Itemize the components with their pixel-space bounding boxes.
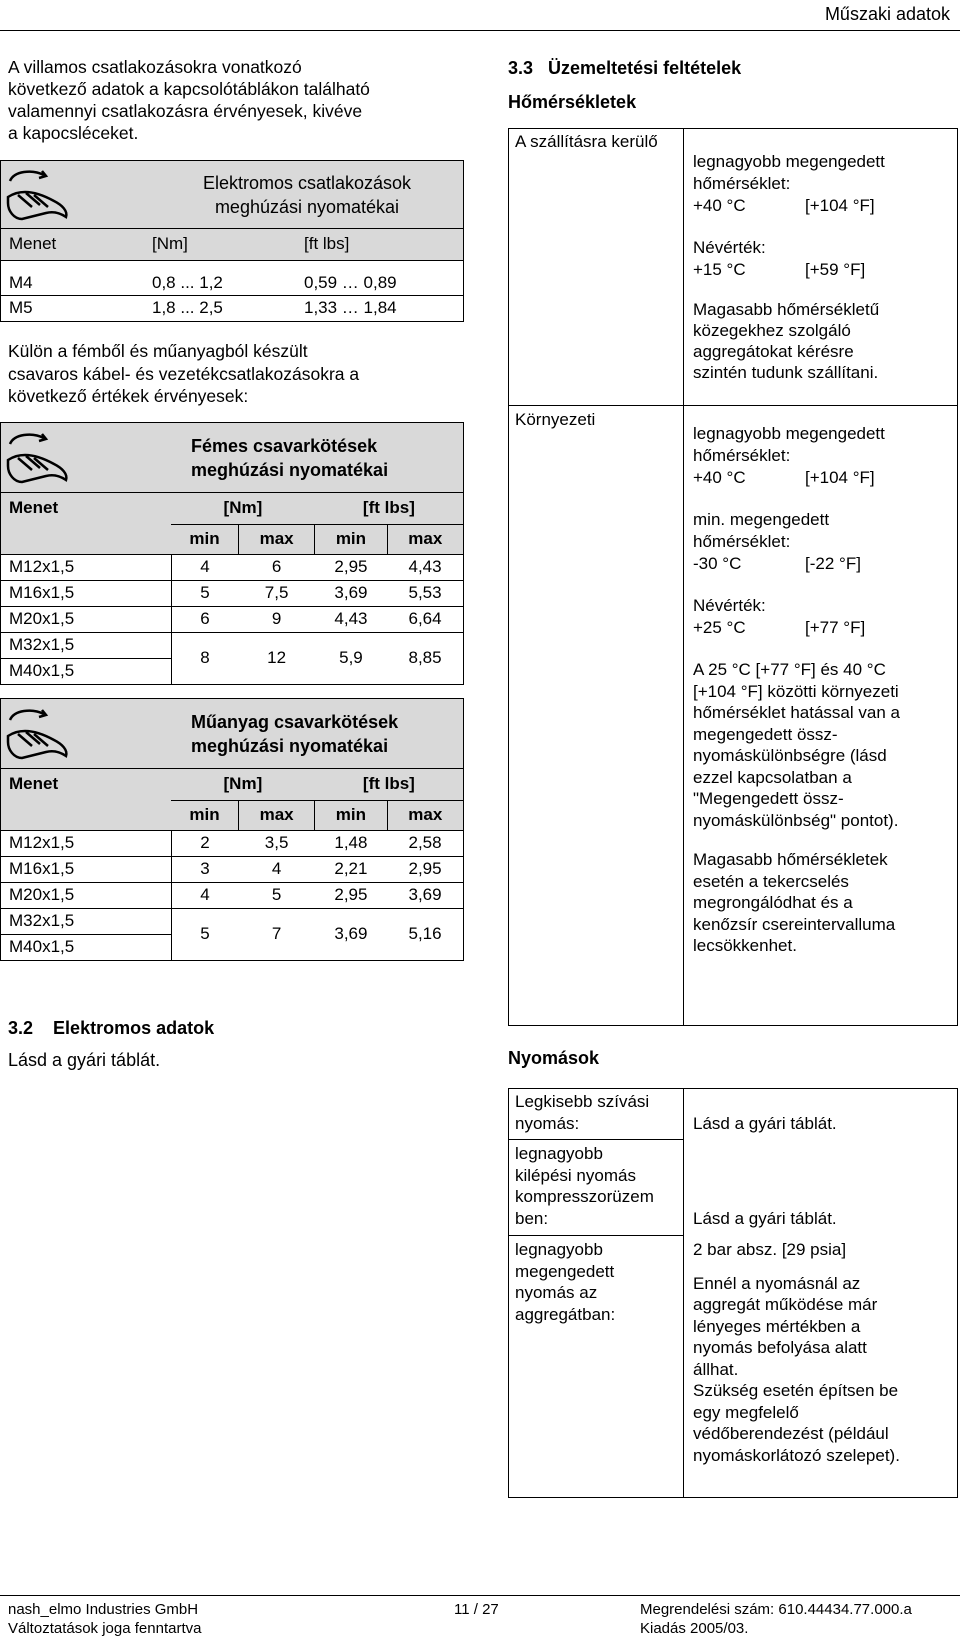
label-line: aggregátban: bbox=[515, 1304, 616, 1324]
note-line: A 25 °C [+77 °F] és 40 °C bbox=[693, 660, 886, 679]
temp-c: +40 °C bbox=[693, 196, 746, 215]
elec-head-nm: [Nm] bbox=[152, 234, 188, 254]
cell: 1,48 bbox=[315, 831, 387, 857]
cell: 4,43 bbox=[387, 555, 463, 581]
metal-sub-max: max bbox=[238, 525, 314, 555]
intro-text bbox=[8, 56, 463, 144]
cell: 9 bbox=[238, 606, 314, 632]
wrench-cell bbox=[1, 699, 172, 769]
note-line: megrongálódhat és a bbox=[693, 893, 853, 912]
plastic-table-title bbox=[171, 699, 464, 769]
cell: M32x1,5 bbox=[1, 632, 172, 658]
table-row bbox=[1, 555, 464, 581]
label-line: legnagyobb bbox=[515, 1144, 603, 1163]
winding-note bbox=[693, 849, 953, 957]
row-divider bbox=[509, 405, 957, 406]
max-temp-label: hőmérséklet: bbox=[693, 446, 791, 465]
temperatures-heading: Hőmérsékletek bbox=[508, 92, 637, 113]
cell: 3 bbox=[171, 856, 238, 882]
cell: 2,95 bbox=[315, 882, 387, 908]
label-line: kompresszorüzem bbox=[515, 1187, 654, 1206]
table-row bbox=[1, 580, 464, 606]
temp-c: +15 °C bbox=[693, 260, 746, 279]
cell: 6 bbox=[238, 555, 314, 581]
wrench-cell bbox=[1, 161, 152, 229]
rights-note: Változtatások joga fenntartva bbox=[8, 1619, 202, 1637]
cell: 7,5 bbox=[238, 580, 314, 606]
note-line: esetén a tekercselés bbox=[693, 871, 849, 891]
table-row bbox=[1, 908, 464, 934]
note-line: közegekhez szolgáló bbox=[693, 321, 851, 340]
cell: 5,53 bbox=[387, 580, 463, 606]
cell: M32x1,5 bbox=[1, 908, 172, 934]
note-line: állhat. bbox=[693, 1359, 739, 1379]
cell: 7 bbox=[238, 908, 314, 960]
cell: 12 bbox=[238, 632, 314, 684]
cell: 4,43 bbox=[315, 606, 387, 632]
electrical-torque-table bbox=[0, 160, 464, 322]
table-row bbox=[1, 882, 464, 908]
plastic-sub-min: min bbox=[315, 801, 387, 831]
max-pressure-value bbox=[693, 1239, 953, 1466]
label-line: nyomás: bbox=[515, 1113, 580, 1133]
min-suction-value: Lásd a gyári táblát. bbox=[693, 1114, 837, 1133]
mid-text bbox=[8, 340, 359, 408]
min-temp-label: hőmérséklet: bbox=[693, 532, 791, 551]
label-line: megengedett bbox=[515, 1261, 615, 1281]
section-title: Üzemeltetési feltételek bbox=[548, 58, 742, 78]
elec-head-menet: Menet bbox=[1, 229, 152, 261]
env-max-value bbox=[693, 467, 953, 489]
cell: 4 bbox=[171, 882, 238, 908]
cell: 3,69 bbox=[315, 908, 387, 960]
company-name: nash_elmo Industries GmbH bbox=[8, 1601, 199, 1618]
cell: 6,64 bbox=[387, 606, 463, 632]
max-pressure-label bbox=[515, 1239, 615, 1325]
note-line: kenőzsír csereintervalluma bbox=[693, 914, 896, 934]
metal-table-grid bbox=[0, 422, 464, 685]
cell: M16x1,5 bbox=[1, 856, 172, 882]
temp-c: -30 °C bbox=[693, 554, 742, 573]
cell: 0,59 … 0,89 bbox=[303, 271, 464, 296]
metal-title-line: Fémes csavarkötések bbox=[191, 435, 378, 456]
pressures-heading: Nyomások bbox=[508, 1048, 600, 1068]
metal-table-title bbox=[171, 423, 464, 493]
section-title: Elektromos adatok bbox=[53, 1018, 215, 1038]
note-line: hőmérséklet hatással van a bbox=[693, 703, 900, 722]
note-line: lecsökkenhet. bbox=[693, 936, 797, 955]
section-number: 3.3 bbox=[508, 58, 534, 78]
section-number: 3.2 bbox=[8, 1018, 34, 1038]
note-line: aggregát működése már bbox=[693, 1295, 878, 1314]
max-temp-label: legnagyobb megengedett bbox=[693, 152, 885, 171]
cell: 3,69 bbox=[387, 882, 463, 908]
elec-title-line: meghúzási nyomatékai bbox=[214, 196, 400, 217]
plastic-torque-table bbox=[0, 698, 464, 961]
note-line: ezzel kapcsolatban a bbox=[693, 767, 852, 787]
note-line: megengedett össz- bbox=[693, 724, 838, 744]
label-line: ben: bbox=[515, 1208, 549, 1228]
note-line: nyomáskorlátozó szelepet). bbox=[693, 1445, 900, 1465]
cell: 5,16 bbox=[387, 908, 463, 960]
intro-line: következő adatok a kapcsolótáblákon található bbox=[8, 79, 370, 99]
max-outlet-label bbox=[515, 1143, 654, 1229]
label-line: kilépési nyomás bbox=[515, 1165, 636, 1185]
cell: 6 bbox=[171, 606, 238, 632]
cell: 2,58 bbox=[387, 831, 463, 857]
max-temp-label: legnagyobb megengedett bbox=[693, 424, 885, 443]
plastic-table-grid bbox=[0, 698, 464, 961]
metal-sub-min: min bbox=[315, 525, 387, 555]
cell: M20x1,5 bbox=[1, 882, 172, 908]
page-header-title: Műszaki adatok bbox=[824, 4, 950, 24]
cell: 0,8 ... 1,2 bbox=[152, 272, 223, 292]
section-3-2-heading bbox=[8, 1016, 214, 1040]
max-outlet-value: Lásd a gyári táblát. bbox=[693, 1209, 837, 1228]
note-line: Szükség esetén építsen be bbox=[693, 1381, 899, 1400]
environment-label: Környezeti bbox=[515, 410, 596, 429]
left-column bbox=[8, 56, 463, 1071]
metal-head-nm: [Nm] bbox=[223, 498, 263, 518]
col-divider bbox=[683, 1089, 684, 1497]
note-line: aggregátokat kérésre bbox=[693, 342, 854, 361]
cell: 5 bbox=[238, 882, 314, 908]
col-divider bbox=[683, 129, 684, 1025]
note-line: [+104 °F] közötti környezeti bbox=[693, 681, 899, 701]
transport-label: A szállításra kerülő bbox=[515, 132, 658, 151]
nominal-label: Névérték: bbox=[693, 238, 766, 257]
section-3-2 bbox=[8, 1016, 214, 1073]
pressure-note bbox=[693, 1273, 953, 1467]
note-line: védőberendezést (például bbox=[693, 1424, 889, 1443]
temp-f: [+59 °F] bbox=[805, 260, 866, 279]
footer-left bbox=[8, 1601, 201, 1639]
page-number: 11 / 27 bbox=[454, 1601, 499, 1618]
note-line: szintén tudunk szállítani. bbox=[693, 363, 879, 382]
mid-line: következő értékek érvényesek: bbox=[8, 386, 249, 406]
cell: M16x1,5 bbox=[1, 580, 172, 606]
metal-torque-table bbox=[0, 422, 464, 685]
table-row bbox=[1, 271, 464, 296]
cell: M12x1,5 bbox=[1, 555, 172, 581]
right-column bbox=[508, 56, 952, 1465]
table-row bbox=[1, 632, 464, 658]
cell: 8,85 bbox=[387, 632, 463, 684]
nominal-value bbox=[693, 259, 953, 281]
header-rule bbox=[0, 30, 960, 31]
cell: M12x1,5 bbox=[1, 831, 172, 857]
wrench-cell bbox=[1, 423, 172, 493]
section-3-2-text: Lásd a gyári táblát. bbox=[8, 1050, 161, 1071]
plastic-head-menet: Menet bbox=[1, 769, 172, 801]
elec-title-line: Elektromos csatlakozások bbox=[202, 172, 412, 193]
cell: 2 bbox=[171, 831, 238, 857]
note-line: egy megfelelő bbox=[693, 1402, 799, 1422]
pressure-value: 2 bar absz. [29 psia] bbox=[693, 1240, 847, 1259]
cell: M40x1,5 bbox=[1, 934, 172, 960]
note-line: nyomáskülönbség" pontot). bbox=[693, 810, 899, 830]
elec-head-ftlbs: [ft lbs] bbox=[303, 229, 464, 261]
elec-table-title bbox=[151, 161, 464, 229]
plastic-sub-max: max bbox=[387, 801, 463, 831]
temp-f: [+104 °F] bbox=[805, 468, 875, 487]
cell: M5 bbox=[1, 296, 152, 322]
temp-f: [+77 °F] bbox=[805, 618, 866, 637]
cell: 5 bbox=[171, 580, 238, 606]
table-row bbox=[1, 856, 464, 882]
cell: 2,21 bbox=[315, 856, 387, 882]
cell: 4 bbox=[238, 856, 314, 882]
wrench-icon bbox=[2, 706, 74, 762]
plastic-head-nm: [Nm] bbox=[223, 774, 263, 794]
min-temp-label: min. megengedett bbox=[693, 510, 830, 529]
row-divider bbox=[509, 1139, 683, 1140]
edition: Kiadás 2005/03. bbox=[640, 1619, 749, 1637]
cell: 1,8 ... 2,5 bbox=[151, 296, 303, 322]
order-number: Megrendelési szám: 610.44434.77.000.a bbox=[640, 1601, 912, 1618]
plastic-title-line: Műanyag csavarkötések bbox=[191, 711, 399, 732]
table-row bbox=[1, 296, 464, 322]
transport-values bbox=[693, 151, 953, 383]
label-line: nyomás az bbox=[515, 1283, 598, 1302]
cell: 3,69 bbox=[315, 580, 387, 606]
max-temp-label: hőmérséklet: bbox=[693, 174, 791, 193]
note-line: nyomás befolyása alatt bbox=[693, 1338, 867, 1357]
intro-line: A villamos csatlakozásokra vonatkozó bbox=[8, 57, 302, 77]
metal-sub-min: min bbox=[171, 525, 238, 555]
cell: 5,9 bbox=[315, 632, 387, 684]
cell: 1,33 … 1,84 bbox=[303, 296, 464, 322]
row-divider bbox=[509, 1235, 683, 1236]
metal-head-menet: Menet bbox=[1, 493, 172, 525]
cell: M20x1,5 bbox=[1, 606, 172, 632]
note-line: Magasabb hőmérsékletű bbox=[693, 300, 880, 319]
plastic-head-ftlbs: [ft lbs] bbox=[315, 769, 464, 801]
table-row bbox=[1, 606, 464, 632]
cell: M4 bbox=[1, 271, 152, 296]
plastic-title-line: meghúzási nyomatékai bbox=[191, 735, 389, 756]
mid-line: Külön a fémből és műanyagból készült bbox=[8, 341, 308, 361]
temp-c: +25 °C bbox=[693, 618, 746, 637]
table-row bbox=[1, 831, 464, 857]
environment-values bbox=[693, 423, 953, 957]
cell: 2,95 bbox=[315, 555, 387, 581]
plastic-sub-max: max bbox=[238, 801, 314, 831]
ambient-note bbox=[693, 659, 953, 831]
metal-sub-max: max bbox=[387, 525, 463, 555]
nominal-label: Névérték: bbox=[693, 596, 766, 615]
note-line: nyomáskülönbségre (lásd bbox=[693, 746, 887, 765]
cell: 8 bbox=[171, 632, 238, 684]
note-line: Magasabb hőmérsékletek bbox=[693, 850, 888, 869]
plastic-sub-min: min bbox=[171, 801, 238, 831]
high-temp-note bbox=[693, 299, 953, 383]
intro-line: valamennyi csatlakozásra érvényesek, kivéve bbox=[8, 101, 363, 121]
cell: 3,5 bbox=[238, 831, 314, 857]
note-line: "Megengedett össz- bbox=[693, 789, 844, 808]
label-line: legnagyobb bbox=[515, 1240, 603, 1259]
temp-f: [+104 °F] bbox=[805, 196, 875, 215]
metal-title-line: meghúzási nyomatékai bbox=[191, 459, 389, 480]
note-line: lényeges mértékben a bbox=[693, 1316, 861, 1336]
cell: M40x1,5 bbox=[1, 658, 172, 684]
note-line: Ennél a nyomásnál az bbox=[693, 1273, 861, 1293]
label-line: Legkisebb szívási bbox=[515, 1092, 650, 1111]
max-temp-value bbox=[693, 195, 953, 217]
footer-right bbox=[640, 1601, 912, 1639]
section-3-3-heading bbox=[508, 56, 952, 80]
temperature-table bbox=[508, 128, 958, 1026]
temp-c: +40 °C bbox=[693, 468, 746, 487]
intro-line: a kapocsléceket. bbox=[8, 123, 139, 143]
nominal-value bbox=[693, 617, 953, 639]
temp-f: [-22 °F] bbox=[805, 554, 861, 573]
footer-rule bbox=[0, 1595, 960, 1596]
min-temp-value bbox=[693, 553, 953, 575]
metal-head-ftlbs: [ft lbs] bbox=[315, 493, 464, 525]
wrench-icon bbox=[2, 167, 74, 223]
pressure-table bbox=[508, 1088, 958, 1498]
wrench-icon bbox=[2, 430, 74, 486]
mid-line: csavaros kábel- és vezetékcsatlakozásokra a bbox=[8, 363, 360, 384]
cell: 5 bbox=[171, 908, 238, 960]
min-suction-label bbox=[515, 1091, 649, 1134]
cell: 2,95 bbox=[387, 856, 463, 882]
cell: 4 bbox=[171, 555, 238, 581]
